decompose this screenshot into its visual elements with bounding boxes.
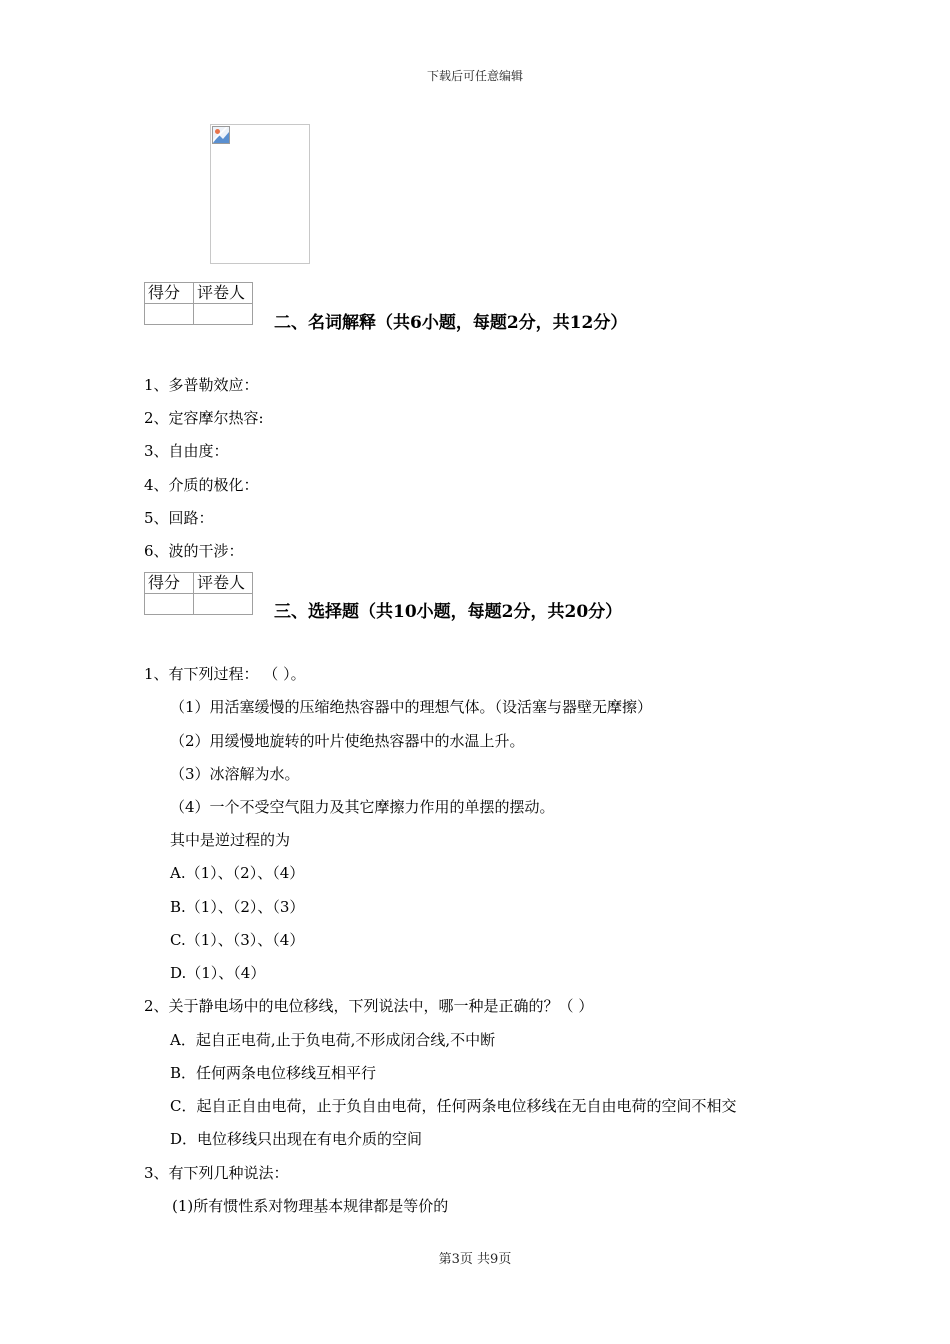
section-title-choice: 三、选择题（共10小题，每题2分，共20分） [274, 602, 623, 622]
question-item: （3）冰溶解为水。 [170, 765, 300, 783]
broken-image-icon [212, 126, 230, 144]
score-cell [145, 594, 194, 615]
question-item: (1)所有惯性系对物理基本规律都是等价的 [172, 1197, 449, 1215]
term-item: 6、波的干涉： [144, 542, 244, 560]
page-footer: 第3页 共9页 [438, 1252, 512, 1267]
score-table [144, 282, 253, 325]
question-item: （2）用缓慢地旋转的叶片使绝热容器中的水温上升。 [170, 732, 525, 750]
score-table [144, 572, 253, 615]
answer-option: B．任何两条电位移线互相平行 [170, 1064, 377, 1082]
answer-option: A.（1）、（2）、（4） [170, 864, 305, 882]
question-item: （1）用活塞缓慢的压缩绝热容器中的理想气体。（设活塞与器壁无摩擦） [170, 698, 653, 716]
answer-option: D．电位移线只出现在有电介质的空间 [170, 1130, 423, 1148]
answer-option: A．起自正电荷,止于负电荷,不形成闭合线,不中断 [170, 1031, 496, 1049]
grader-cell [194, 304, 253, 325]
term-item: 2、定容摩尔热容: [144, 409, 264, 427]
answer-option: D.（1）、（4） [170, 964, 266, 982]
grader-label: 评卷人 [194, 573, 253, 594]
question-stem: 3、有下列几种说法： [144, 1164, 289, 1182]
section-title-terms: 二、名词解释（共6小题，每题2分，共12分） [274, 313, 628, 333]
answer-option: B.（1）、（2）、（3） [170, 898, 305, 916]
broken-image-placeholder [210, 124, 310, 264]
score-cell [145, 304, 194, 325]
answer-option: C．起自正自由电荷，止于负自由电荷，任何两条电位移线在无自由电荷的空间不相交 [170, 1097, 737, 1115]
term-item: 5、回路： [144, 509, 214, 527]
term-item: 3、自由度： [144, 442, 229, 460]
term-item: 4、介质的极化： [144, 476, 259, 494]
question-stem: 2、关于静电场中的电位移线，下列说法中，哪一种是正确的？（ ） [144, 997, 594, 1015]
page-header: 下载后可任意编辑 [426, 69, 523, 83]
score-label: 得分 [145, 573, 194, 594]
answer-option: C.（1）、（3）、（4） [170, 931, 305, 949]
question-stem: 1、有下列过程： （ ）。 [144, 665, 306, 683]
score-label: 得分 [145, 283, 194, 304]
grader-label: 评卷人 [194, 283, 253, 304]
grader-cell [194, 594, 253, 615]
question-item: 其中是逆过程的为 [170, 831, 291, 849]
question-item: （4）一个不受空气阻力及其它摩擦力作用的单摆的摆动。 [170, 798, 555, 816]
term-item: 1、多普勒效应： [144, 376, 259, 394]
